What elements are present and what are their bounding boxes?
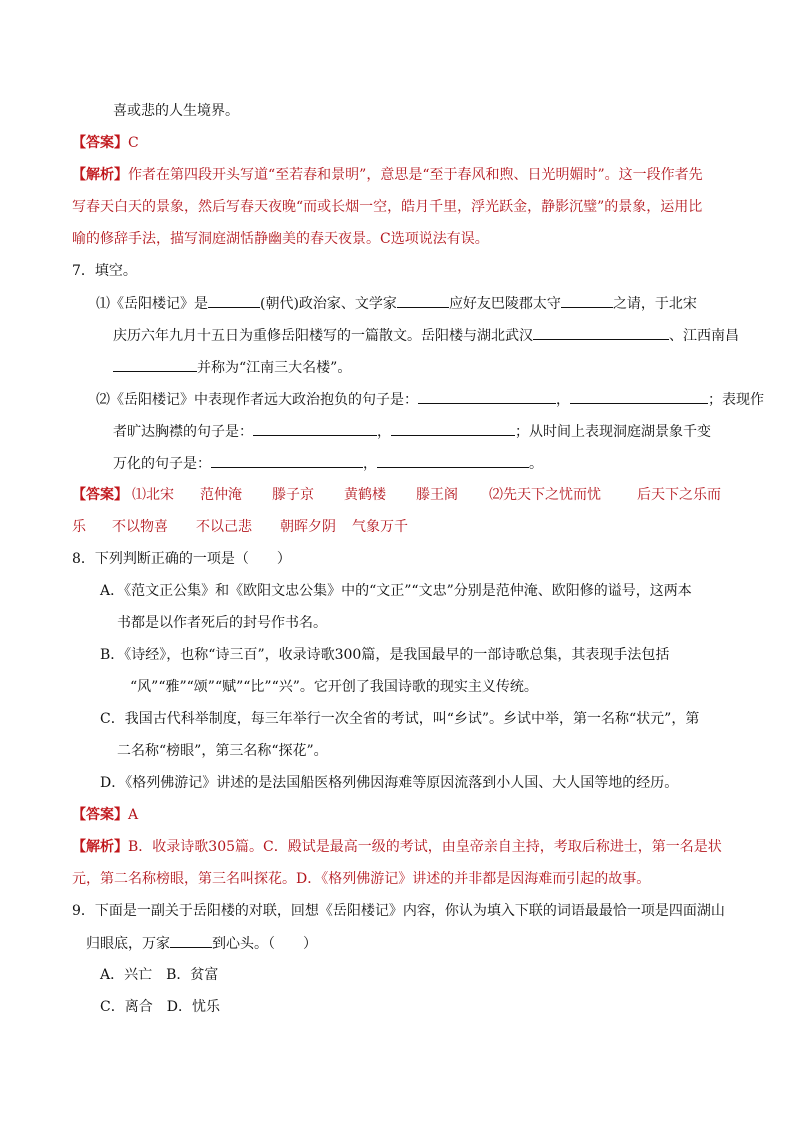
text: 、江西南昌	[669, 328, 739, 344]
text: 应好友巴陵郡太守	[448, 296, 561, 312]
analysis-tag: 【解析】	[72, 167, 128, 183]
text: ，	[377, 424, 391, 440]
option-d-continuation	[113, 101, 239, 121]
fill-blank[interactable]	[208, 293, 260, 308]
q8-analysis-line1	[72, 837, 722, 857]
text: (朝代)政治家、文学家	[260, 296, 397, 312]
answer-item: 滕王阁	[416, 487, 458, 503]
q8-option-a-line1: A．《范文正公集》和《欧阳文忠公集》中的“文正”“文忠”分别是范仲淹、欧阳修的谥号，这两本	[100, 583, 692, 599]
analysis-tag: 【解析】	[72, 839, 128, 855]
q6-analysis-line-2: 写春天白天的景象，然后写春天夜晚“而或长烟一空，皓月千里，浮光跃金，静影沉璧”的景象，运用比	[72, 199, 703, 215]
fill-blank[interactable]	[170, 933, 212, 948]
q7-part2-line3	[113, 453, 543, 473]
q8-option-a-line2: 书都是以作者死后的封号作书名。	[117, 615, 327, 631]
q6-analysis-line-1	[72, 165, 703, 185]
answer-item: 滕子京	[272, 487, 314, 503]
answer-item: 黄鹤楼	[344, 487, 386, 503]
q6-analysis-line-3: 喻的修辞手法，描写洞庭湖恬静幽美的春天夜景。C选项说法有误。	[72, 231, 489, 247]
answer-item: 气象万千	[352, 519, 408, 535]
text: 。	[529, 456, 543, 472]
fill-blank[interactable]	[113, 357, 197, 372]
fill-blank[interactable]	[397, 293, 449, 308]
fill-blank[interactable]	[533, 325, 669, 340]
text: ，	[363, 456, 377, 472]
text: 之请，于北宋	[612, 296, 697, 312]
q8-answer	[72, 805, 138, 825]
text: ，	[556, 392, 570, 408]
q7-part1-line3	[113, 357, 351, 377]
q8-option-d: D．《格列佛游记》讲述的是法国船医格列佛因海难等原因流落到小人国、大人国等地的经历。	[100, 775, 679, 791]
q9-stem-line1: 9．下面是一副关于岳阳楼的对联，回想《岳阳楼记》内容，你认为填入下联的词语最最恰一项是四面湖山	[72, 903, 725, 919]
text: 归眼底，万家	[86, 936, 170, 952]
q7-heading: 7．填空。	[72, 263, 137, 279]
answer-tag: 【答案】	[72, 135, 128, 151]
q8-option-c-line2: 二名称“榜眼”，第三名称“探花”。	[117, 743, 328, 759]
fill-blank[interactable]	[561, 293, 613, 308]
text: ；表现作	[708, 392, 764, 408]
q9-stem-line2	[86, 933, 317, 953]
answer-value: A	[128, 807, 139, 823]
q8-option-b-line1: B．《诗经》，也称“诗三百”，收录诗歌300篇，是我国最早的一部诗歌总集，其表现手法包括	[100, 647, 670, 663]
option-a: A．兴亡	[100, 967, 153, 983]
q8-option-b-line2: “风”“雅”“颂”“赋”“比”“兴”。它开创了我国诗歌的现实主义传统。	[130, 679, 538, 695]
text: 喜或悲的人生境界。	[113, 103, 239, 119]
q7-answer-line1	[72, 485, 721, 505]
option-b: B．贫富	[166, 967, 219, 983]
fill-blank[interactable]	[253, 421, 377, 436]
answer-item: 不以物喜	[112, 519, 168, 535]
q7-part2-line1	[96, 389, 764, 409]
q8-stem: 8．下列判断正确的一项是（ ）	[72, 551, 291, 567]
analysis-text: B．收录诗歌305篇。C．殿试是最高一级的考试，由皇帝亲自主持，考取后称进士，第一名是状	[128, 839, 722, 855]
answer-item: 后天下之乐而	[637, 487, 721, 503]
fill-blank[interactable]	[377, 453, 529, 468]
text: 到心头。（ ）	[212, 936, 317, 952]
option-d: D．忧乐	[166, 999, 220, 1015]
answer-value: C	[128, 135, 139, 151]
q9-options-row2	[100, 997, 220, 1017]
answer-item: 不以己悲	[196, 519, 252, 535]
answer-item: ⑵先天下之忧而忧	[489, 487, 601, 503]
fill-blank[interactable]	[418, 389, 556, 404]
q9-options-row1	[100, 965, 218, 985]
fill-blank[interactable]	[570, 389, 708, 404]
answer-tag: 【答案】	[72, 487, 128, 503]
q7-part2-line2	[113, 421, 711, 441]
fill-blank[interactable]	[211, 453, 363, 468]
answer-item: 朝晖夕阴	[280, 519, 336, 535]
text: 庆历六年九月十五日为重修岳阳楼写的一篇散文。岳阳楼与湖北武汉	[113, 328, 533, 344]
text: 并称为“江南三大名楼”。	[197, 360, 352, 376]
text: 万化的句子是：	[113, 456, 211, 472]
option-c: C．离合	[100, 999, 153, 1015]
answer-tag: 【答案】	[72, 807, 128, 823]
fill-blank[interactable]	[391, 421, 515, 436]
q6-answer	[72, 133, 139, 153]
text: ；从时间上表现洞庭湖景象千变	[515, 424, 711, 440]
q7-part1-line1	[96, 293, 697, 313]
q8-option-c-line1: C．我国古代科举制度，每三年举行一次全省的考试，叫“乡试”。乡试中举，第一名称“状元”，第	[100, 711, 700, 727]
text: 者旷达胸襟的句子是：	[113, 424, 253, 440]
answer-item: 乐	[72, 519, 86, 535]
answer-item: 范仲淹	[200, 487, 242, 503]
q7-part1-line2	[113, 325, 739, 345]
q8-analysis-line2: 元，第二名称榜眼，第三名叫探花。D．《格列佛游记》讲述的并非都是因海难而引起的故事。	[72, 871, 651, 887]
text: ⑵《岳阳楼记》中表现作者远大政治抱负的句子是：	[96, 392, 418, 408]
answer-item: ⑴北宋	[132, 487, 174, 503]
analysis-text: 作者在第四段开头写道“至若春和景明”，意思是“至于春风和煦、日光明媚时”。这一段作者先	[128, 167, 703, 183]
text: ⑴《岳阳楼记》是	[96, 296, 208, 312]
